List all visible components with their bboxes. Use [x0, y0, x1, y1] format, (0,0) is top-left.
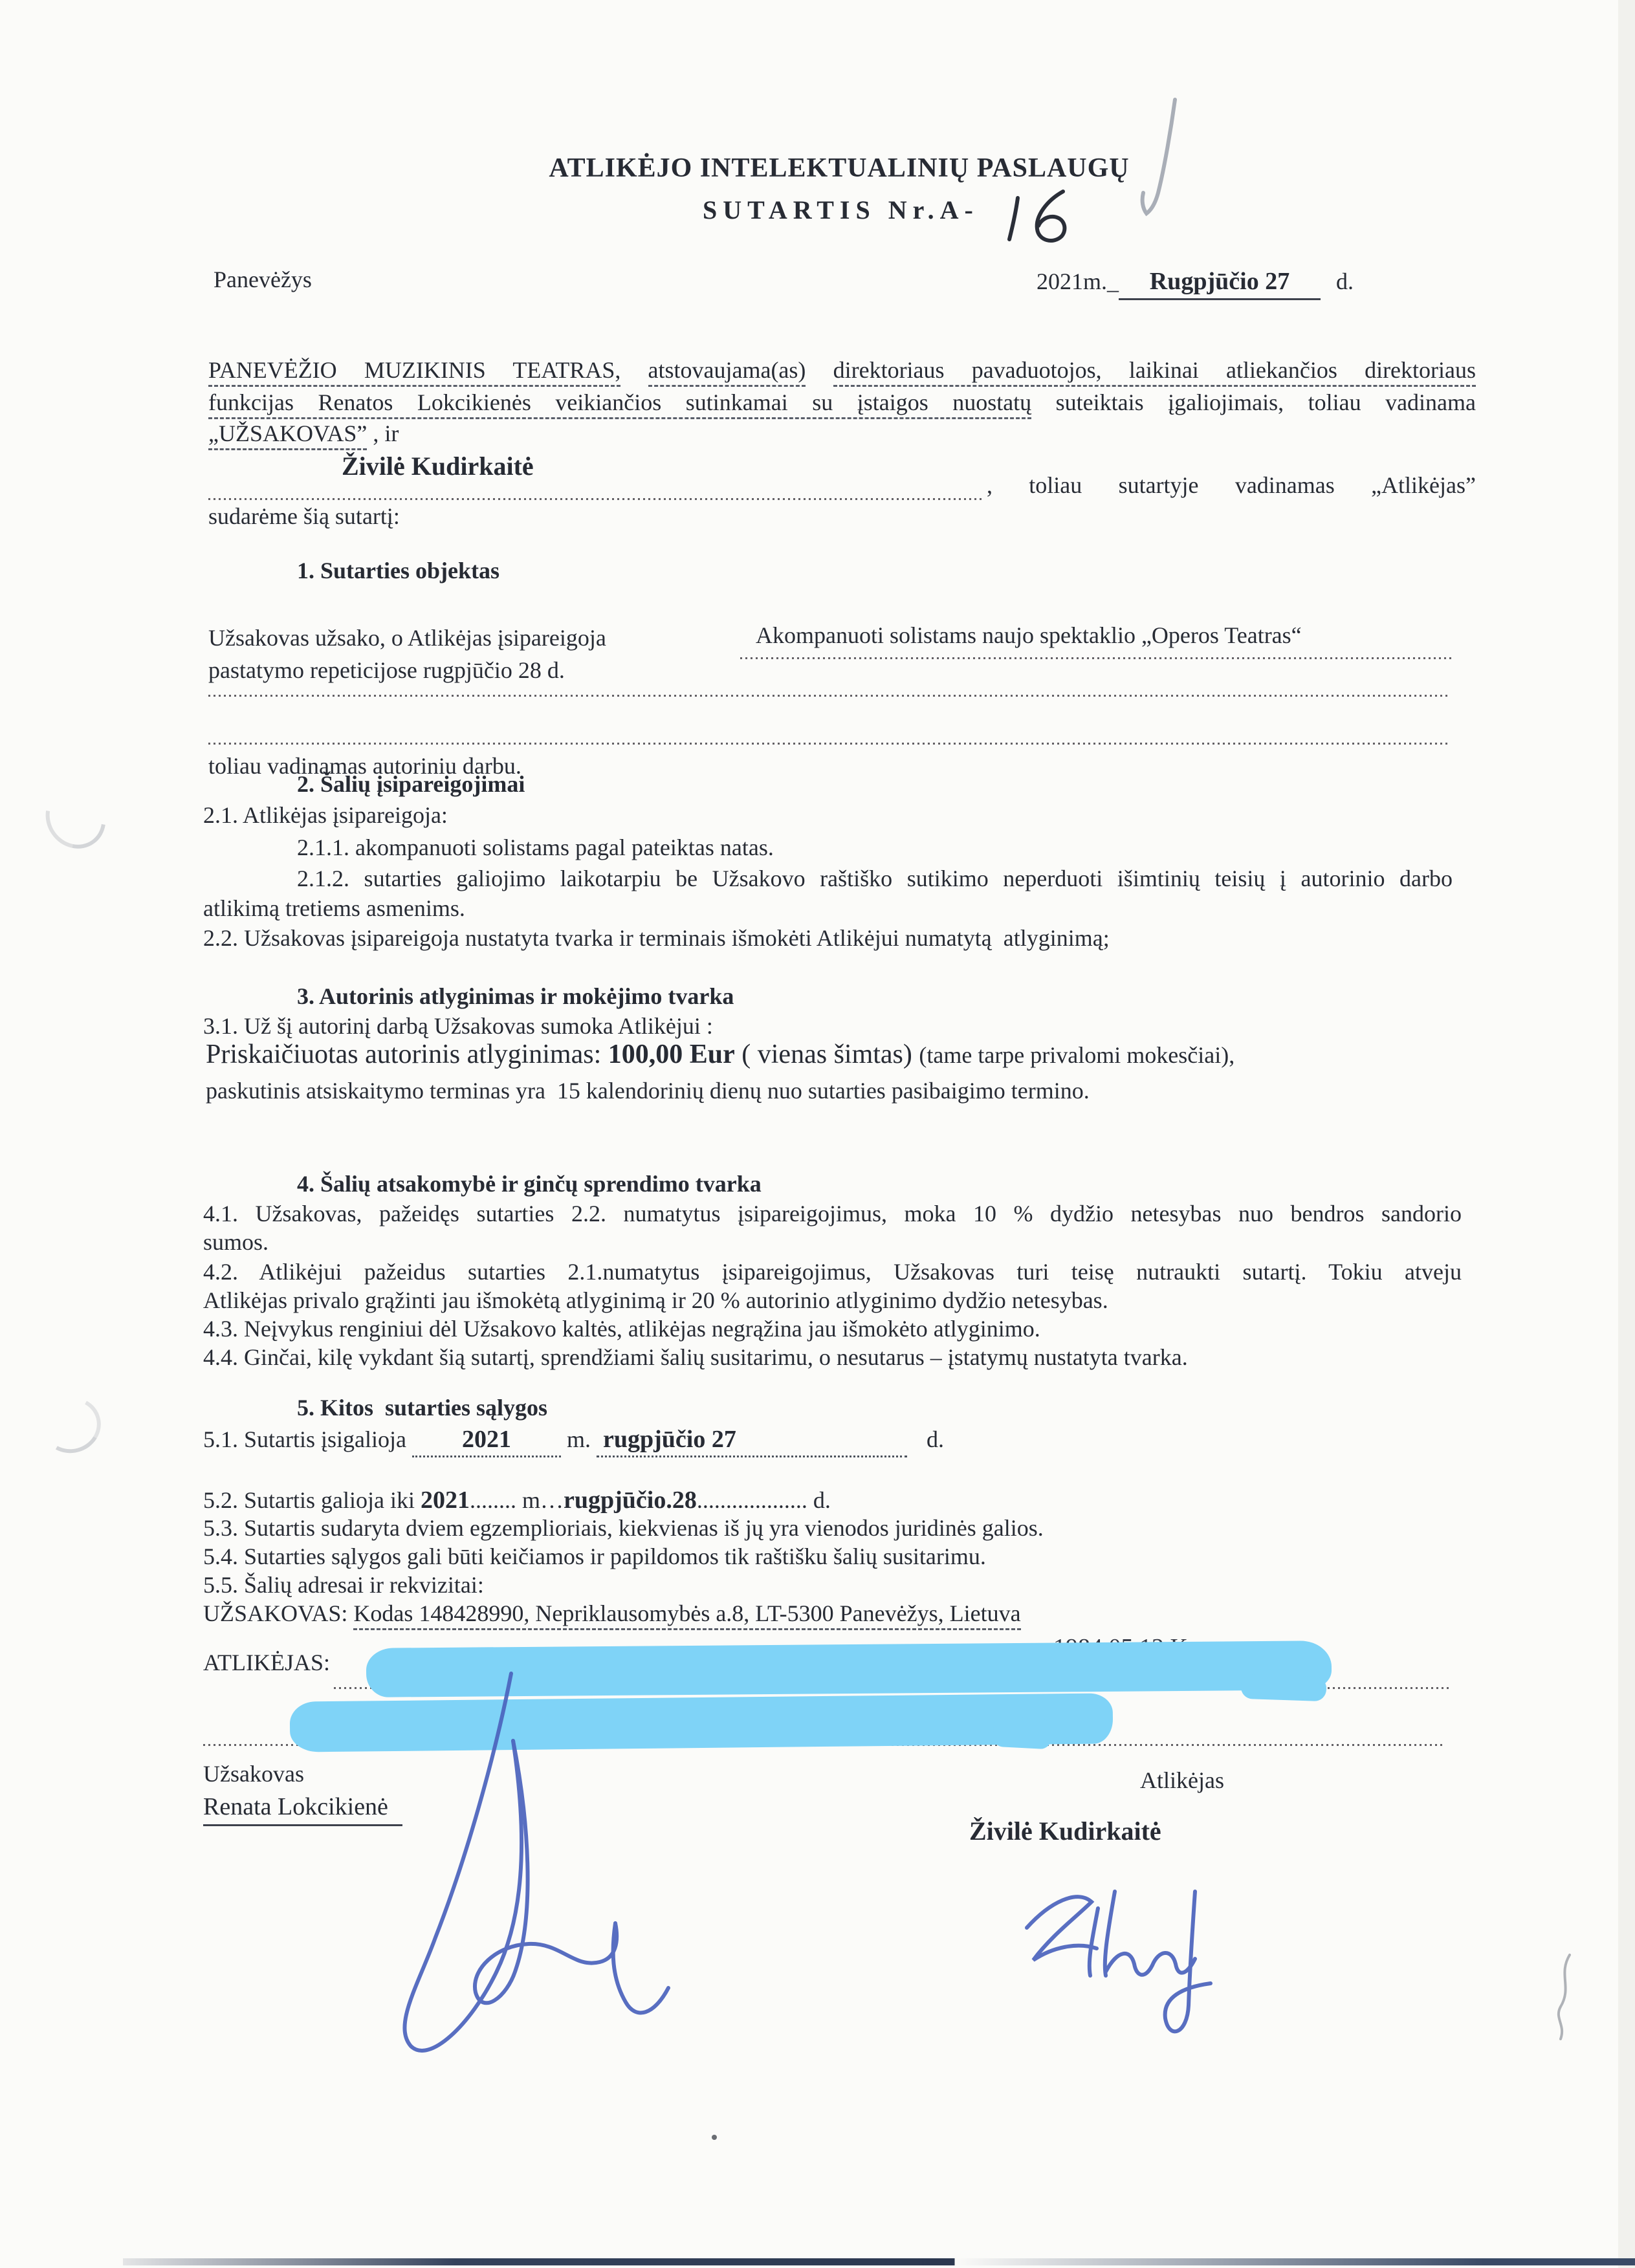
- dotted-line: [208, 743, 1449, 745]
- clause-5-2: 5.2. Sutartis galioja iki 2021........ m…rugpjūčio.28................... d.: [203, 1487, 831, 1514]
- payment-line: [206, 1039, 1234, 1070]
- expiry-month-day: rugpjūčio.28: [564, 1487, 697, 1514]
- clause-4-1-cont: sumos.: [203, 1229, 269, 1255]
- right-signer-name: Živilė Kudirkaitė: [969, 1816, 1161, 1846]
- left-signer-name: Renata Lokcikienė: [203, 1793, 402, 1826]
- section1-heading: 1. Sutarties objektas: [297, 558, 499, 583]
- redaction-bar-blob: [993, 1717, 1052, 1750]
- party-name-underlined: PANEVĖŽIO MUZIKINIS TEATRAS,: [208, 357, 620, 387]
- effective-month-day: rugpjūčio 27: [597, 1426, 907, 1457]
- clause-3-1: 3.1. Už šį autorinį darbą Užsakovas sumoka Atlikėjui :: [203, 1013, 713, 1039]
- city-label: Panevėžys: [214, 267, 312, 292]
- date-row: [1037, 268, 1354, 300]
- document-title-line1: ATLIKĖJO INTELEKTUALINIŲ PASLAUGŲ: [549, 153, 1130, 183]
- effective-year: 2021: [412, 1426, 561, 1457]
- intro-closing: sudarėme šią sutartį:: [208, 503, 400, 529]
- payment-note: (tame tarpe privalomi mokesčiai),: [919, 1042, 1235, 1068]
- performer-suffix: , toliau sutartyje vadinamas „Atlikėjas”: [987, 472, 1476, 498]
- section4-heading: 4. Šalių atsakomybė ir ginčų sprendimo tvarka: [297, 1171, 762, 1197]
- clause-4-1: 4.1. Užsakovas, pažeidęs sutarties 2.2. numatytus įsipareigojimus, moka 10 % dydžio netesybas nuo bendros sandorio: [203, 1201, 1462, 1227]
- date-day-suffix: d.: [1336, 268, 1354, 294]
- scan-bottom-edge: [123, 2258, 1635, 2265]
- dotted-line: [208, 695, 1449, 697]
- section1-left-line1: Užsakovas užsako, o Atlikėjas įsipareigoja: [208, 625, 606, 651]
- redaction-bar-blob: [1240, 1674, 1326, 1702]
- punch-hole-mark: [34, 775, 118, 860]
- date-year: 2021m._: [1037, 268, 1119, 294]
- payment-terms: paskutinis atsiskaitymo terminas yra 15 kalendorinių dienų nuo sutarties pasibaigimo termino.: [206, 1078, 1090, 1104]
- section5-heading: 5. Kitos sutarties sąlygos: [297, 1395, 547, 1421]
- clause-2-1-2: 2.1.2. sutarties galiojimo laikotarpiu be Užsakovo raštiško sutikimo neperduoti išimtinių teisių į autorinio darbo: [297, 866, 1453, 891]
- edge-scribble-mark: [1552, 1952, 1597, 2049]
- clause-5-1: 5.1. Sutartis įsigalioja 2021 m. rugpjūčio 27 d.: [203, 1426, 944, 1457]
- left-signature: [359, 1666, 683, 2080]
- section1-left-line2: pastatymo repeticijose rugpjūčio 28 d.: [208, 657, 565, 683]
- clause-4-4: 4.4. Ginčai, kilę vykdant šią sutartį, sprendžiami šalių susitarimu, o nesutarus – įstatymų nustatyta tvarka.: [203, 1344, 1188, 1370]
- clause-5-3: 5.3. Sutartis sudaryta dviem egzemplioriais, kiekvienas iš jų yra vienodos juridinės galios.: [203, 1515, 1044, 1541]
- payment-amount: 100,00 Eur: [608, 1040, 735, 1069]
- clause-2-1-2-cont: atlikimą tretiems asmenims.: [203, 895, 465, 921]
- clause-5-4: 5.4. Sutarties sąlygos gali būti keičiamos ir papildomos tik raštišku šalių susitarimu.: [203, 1543, 986, 1569]
- clause-2-2: 2.2. Užsakovas įsipareigoja nustatyta tvarka ir terminais išmokėti Atlikėjui numatytą atlyginimą;: [203, 925, 1110, 951]
- expiry-year: 2021: [420, 1487, 470, 1514]
- document-title-line2: SUTARTIS Nr.A-: [703, 195, 979, 224]
- right-role-label: Atlikėjas: [1140, 1767, 1224, 1793]
- clause-4-3: 4.3. Neįvykus renginiui dėl Užsakovo kaltės, atlikėjas negrąžina jau išmokėto atlyginimo.: [203, 1316, 1040, 1342]
- clause-4-2: 4.2. Atlikėjui pažeidus sutarties 2.1.numatytus įsipareigojimus, Užsakovas turi teisę nutraukti sutartį. Tokiu atveju: [203, 1259, 1462, 1285]
- date-month-day: Rugpjūčio 27: [1119, 268, 1321, 300]
- intro-line3: „UŽSAKOVAS” , ir: [208, 420, 399, 447]
- payment-words: ( vienas šimtas): [734, 1040, 919, 1069]
- intro-line1: PANEVĖŽIO MUZIKINIS TEATRAS, atstovaujama(as) direktoriaus pavaduotojos, laikinai atliekančios direktoriaus: [208, 357, 1476, 384]
- section1-tail: toliau vadinamas autoriniu darbu.: [208, 753, 521, 779]
- dotted-line: [740, 657, 1454, 659]
- checkmark-pen-mark: [1118, 97, 1189, 220]
- uzsakovas-label: UŽSAKOVAS:: [203, 1600, 354, 1626]
- ink-dot: [712, 2135, 717, 2140]
- clause-5-5: 5.5. Šalių adresai ir rekvizitai:: [203, 1572, 484, 1598]
- clause-2-1-1: 2.1.1. akompanuoti solistams pagal pateiktas natas.: [297, 834, 774, 860]
- punch-hole-mark: [35, 1391, 107, 1460]
- section2-heading: 2. Šalių įsipareigojimai: [297, 771, 525, 797]
- payment-prefix: Priskaičiuotas autorinis atlyginimas:: [206, 1040, 608, 1069]
- section1-filled-value: Akompanuoti solistams naujo spektaklio „Operos Teatras“: [756, 622, 1302, 648]
- section3-heading: 3. Autorinis atlyginimas ir mokėjimo tvarka: [297, 983, 734, 1009]
- uzsakovas-requisites: [203, 1600, 1021, 1627]
- performer-name: Živilė Kudirkaitė: [342, 452, 534, 481]
- intro-line2: funkcijas Renatos Lokcikienės veikiančios sutinkamai su įstaigos nuostatų suteiktais įgaliojimais, toliau vadinama: [208, 389, 1476, 416]
- handwritten-contract-number: [1002, 186, 1079, 251]
- clause-2-1: 2.1. Atlikėjas įsipareigoja:: [203, 802, 448, 828]
- clause-4-2-cont: Atlikėjas privalo grąžinti jau išmokėtą atlyginimą ir 20 % autorinio atlyginimo dydžio netesybas.: [203, 1287, 1108, 1313]
- uzsakovas-value: Kodas 148428990, Nepriklausomybės a.8, LT-5300 Panevėžys, Lietuva: [353, 1600, 1020, 1630]
- scan-edge-shade: [1618, 0, 1635, 2268]
- atlikejas-label: ATLIKĖJAS:: [203, 1650, 330, 1675]
- right-signature: [1013, 1851, 1245, 2052]
- left-role-label: Užsakovas: [203, 1761, 304, 1787]
- dotted-line: [208, 498, 983, 500]
